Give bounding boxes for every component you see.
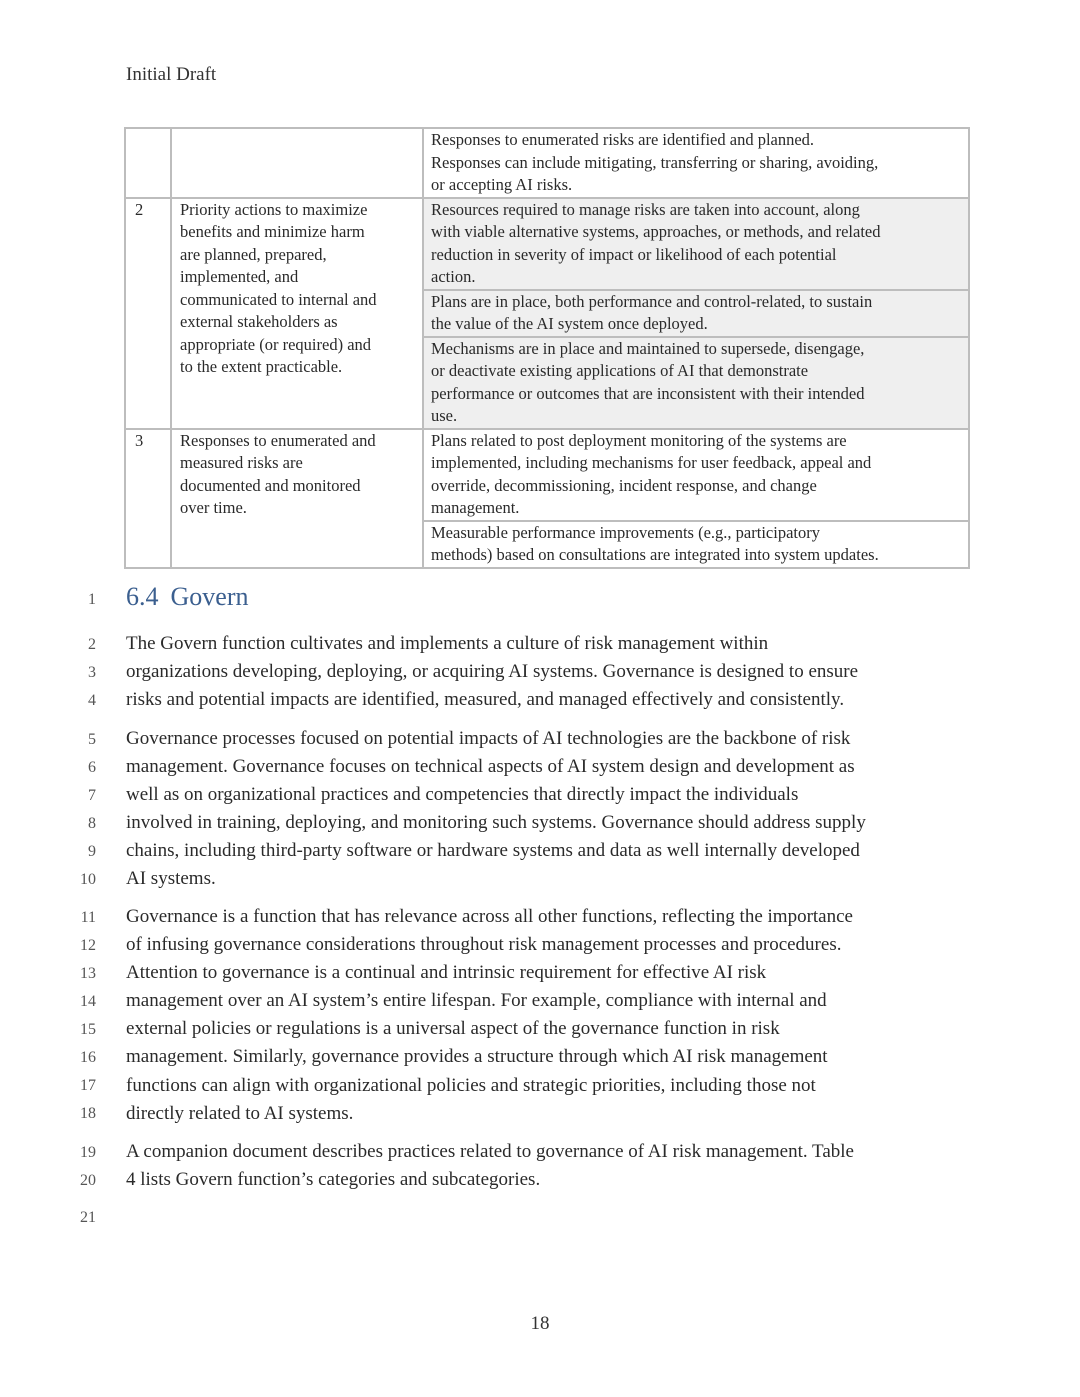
section-number: 6.4 [126, 582, 159, 611]
category-line: benefits and minimize harm [180, 222, 365, 241]
category-line: measured risks are [180, 453, 303, 472]
category-line: to the extent practicable. [180, 357, 343, 376]
text-line: directly related to AI systems. [126, 1102, 354, 1124]
text-line: Attention to governance is a continual and intrinsic requirement for effective AI risk [126, 962, 767, 984]
line-number: 13 [80, 965, 96, 982]
page-number: 18 [530, 1313, 550, 1334]
subcategory-cell [423, 198, 969, 290]
subcategory-line: Responses can include mitigating, transferring or sharing, avoiding, [431, 152, 879, 172]
text-line: external policies or regulations is a universal aspect of the governance function in risk [126, 1018, 780, 1040]
section-heading [126, 582, 248, 612]
subcategory-cell [423, 521, 969, 568]
category-description [171, 128, 423, 198]
paragraph-governance-relevance [126, 903, 966, 1128]
category-line: documented and monitored [180, 475, 361, 495]
text-line: functions can align with organizational policies and strategic priorities, including those not [126, 1074, 816, 1096]
category-line: implemented, and [180, 267, 299, 286]
subcategory-line: use. [431, 406, 458, 425]
line-number: 5 [88, 731, 96, 748]
subcategory-line: implemented, including mechanisms for user feedback, appeal and [431, 453, 872, 472]
category-line: external stakeholders as [180, 312, 338, 331]
subcategory-line: or deactivate existing applications of AI that demonstrate [431, 361, 809, 380]
category-number [125, 128, 171, 198]
category-description [171, 429, 423, 568]
text-line: of infusing governance considerations throughout risk management processes and procedures. [126, 934, 842, 956]
line-number: 8 [88, 815, 96, 832]
line-number: 19 [80, 1144, 96, 1161]
subcategory-line: or accepting AI risks. [431, 175, 573, 194]
line-number: 1 [88, 591, 96, 608]
subcategory-line: with viable alternative systems, approaches, or methods, and related [431, 222, 881, 241]
text-line: risks and potential impacts are identified, measured, and managed effectively and consistently. [126, 689, 845, 711]
line-number: 16 [80, 1049, 96, 1066]
paragraph-companion-document [126, 1138, 966, 1194]
line-number: 17 [80, 1077, 96, 1094]
subcategory-line: Measurable performance improvements (e.g., participatory [431, 522, 820, 542]
subcategory-cell [423, 290, 969, 337]
category-line: Responses to enumerated and [180, 430, 376, 450]
text-line: AI systems. [126, 868, 216, 890]
subcategory-line: management. [431, 498, 520, 517]
category-number: 2 [125, 198, 171, 429]
text-line: The Govern function cultivates and implements a culture of risk management within [126, 633, 769, 654]
line-number: 6 [88, 759, 96, 776]
paragraph-govern-intro [126, 630, 966, 714]
manage-function-table [124, 127, 970, 569]
category-line: communicated to internal and [180, 289, 377, 309]
line-number: 10 [80, 871, 96, 888]
section-title: Govern [170, 582, 249, 611]
line-number: 4 [88, 692, 96, 709]
line-number: 7 [88, 787, 96, 804]
category-line: over time. [180, 498, 247, 517]
line-number: 11 [80, 909, 96, 926]
subcategory-cell [423, 128, 969, 198]
text-line: management over an AI system’s entire lifespan. For example, compliance with internal and [126, 990, 827, 1012]
text-line: management. Governance focuses on technical aspects of AI system design and development as [126, 756, 855, 778]
category-line: are planned, prepared, [180, 244, 327, 264]
subcategory-line: Plans are in place, both performance and control-related, to sustain [431, 291, 873, 311]
subcategory-cell [423, 429, 969, 521]
subcategory-line: performance or outcomes that are inconsistent with their intended [431, 383, 865, 403]
line-number: 20 [80, 1172, 96, 1189]
paragraph-governance-processes [126, 725, 966, 894]
running-header: Initial Draft [126, 64, 217, 85]
line-number: 14 [80, 993, 96, 1010]
line-number: 9 [88, 843, 96, 860]
subcategory-line: methods) based on consultations are integrated into system updates. [431, 545, 879, 564]
subcategory-line: Mechanisms are in place and maintained to supersede, disengage, [431, 338, 865, 358]
subcategory-line: Plans related to post deployment monitoring of the systems are [431, 430, 847, 450]
text-line: A companion document describes practices related to governance of AI risk management. Table [126, 1141, 854, 1162]
text-line: Governance is a function that has relevance across all other functions, reflecting the importance [126, 906, 853, 927]
category-line: appropriate (or required) and [180, 334, 372, 354]
subcategory-line: Resources required to manage risks are taken into account, along [431, 199, 860, 219]
line-number: 12 [80, 937, 96, 954]
subcategory-line: the value of the AI system once deployed. [431, 314, 708, 333]
table-row [125, 429, 969, 521]
line-number: 21 [80, 1209, 96, 1226]
line-number: 3 [88, 664, 96, 681]
subcategory-cell [423, 337, 969, 429]
text-line: management. Similarly, governance provides a structure through which AI risk management [126, 1046, 828, 1068]
category-description [171, 198, 423, 429]
text-line: Governance processes focused on potential impacts of AI technologies are the backbone of risk [126, 728, 851, 749]
table-row [125, 198, 969, 290]
line-number: 15 [80, 1021, 96, 1038]
text-line: chains, including third-party software or hardware systems and data as well internally developed [126, 840, 860, 862]
category-line: Priority actions to maximize [180, 199, 368, 219]
line-number: 2 [88, 636, 96, 653]
text-line: well as on organizational practices and competencies that directly impact the individuals [126, 784, 799, 806]
line-number: 18 [80, 1105, 96, 1122]
text-line: involved in training, deploying, and monitoring such systems. Governance should address supply [126, 812, 866, 834]
subcategory-line: action. [431, 267, 476, 286]
category-number: 3 [125, 429, 171, 568]
subcategory-line: reduction in severity of impact or likelihood of each potential [431, 244, 837, 264]
subcategory-line: override, decommissioning, incident response, and change [431, 475, 817, 495]
text-line: organizations developing, deploying, or acquiring AI systems. Governance is designed to ensure [126, 661, 859, 683]
table-row [125, 128, 969, 198]
subcategory-line: Responses to enumerated risks are identified and planned. [431, 130, 815, 149]
text-line: 4 lists Govern function’s categories and subcategories. [126, 1169, 541, 1191]
